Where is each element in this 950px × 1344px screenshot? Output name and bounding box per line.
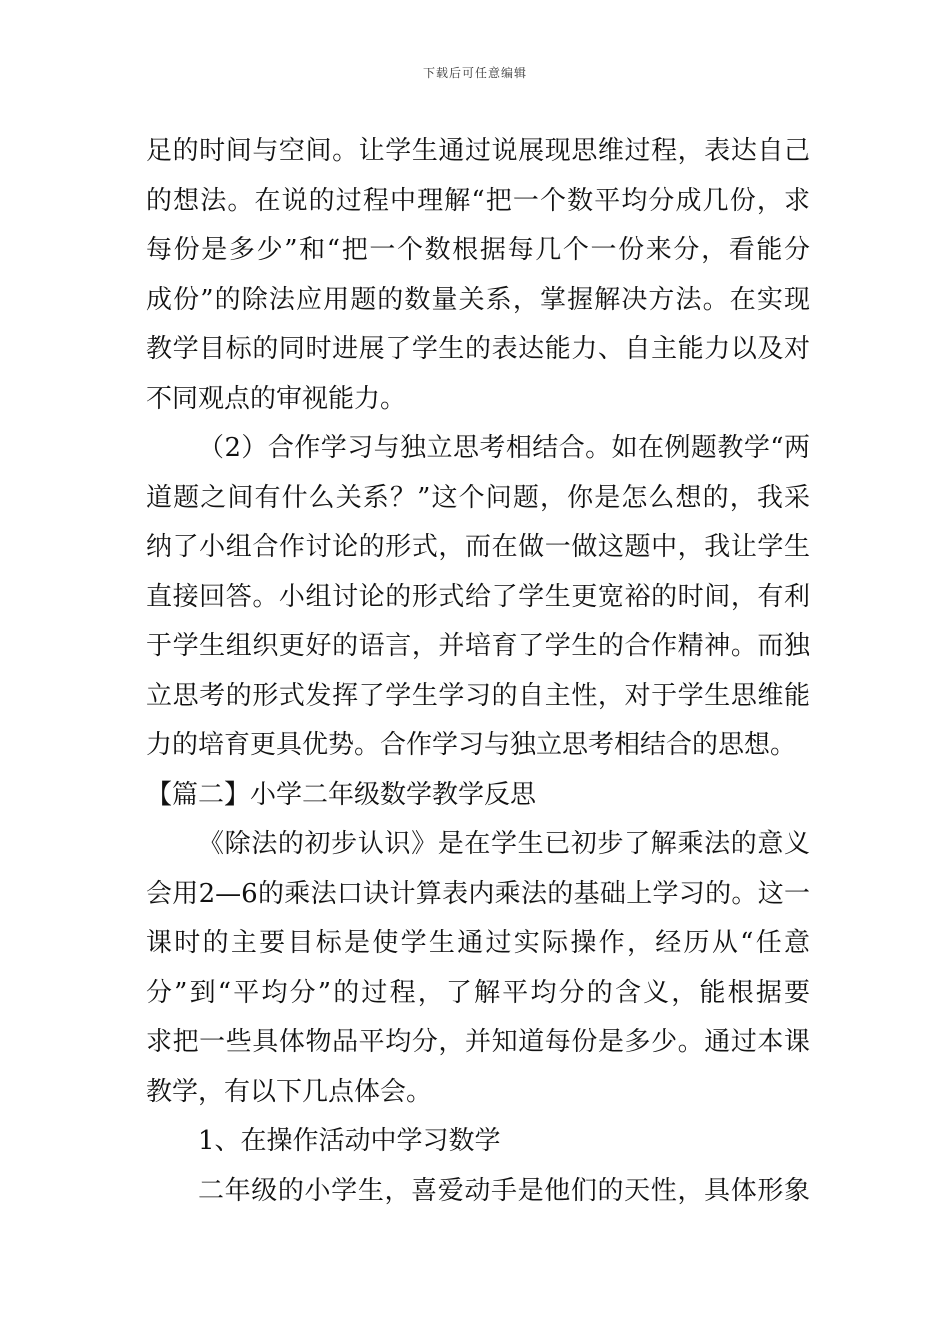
text-line: 直接回答。小组讨论的形式给了学生更宽裕的时间，有利 xyxy=(146,581,810,612)
text-line: 立思考的形式发挥了学生学习的自主性，对于学生思维能 xyxy=(146,680,810,711)
text-line: 求把一些具体物品平均分，并知道每份是多少。通过本课 xyxy=(146,1027,810,1057)
paragraph-start-line: （2）合作学习与独立思考相结合。如在例题教学“两 xyxy=(198,433,810,463)
text-line: 足的时间与空间。让学生通过说展现思维过程，表达自己 xyxy=(146,136,810,166)
text-line: 不同观点的审视能力。 xyxy=(146,383,407,414)
document-body xyxy=(146,127,810,1216)
paragraph-start-line: 《除法的初步认识》是在学生已初步了解乘法的意义 xyxy=(198,829,810,859)
page-header: 下载后可任意编辑 xyxy=(422,66,527,80)
text-line: 于学生组织更好的语言，并培育了学生的合作精神。而独 xyxy=(146,631,810,661)
text-line: 成份”的除法应用题的数量关系，掌握解决方法。在实现 xyxy=(146,284,810,315)
subheading-line: 1、在操作活动中学习数学 xyxy=(198,1126,501,1156)
section-heading: 【篇二】小学二年级数学教学反思 xyxy=(146,779,537,810)
text-line: 力的培育更具优势。合作学习与独立思考相结合的思想。 xyxy=(146,730,797,760)
paragraph-start-line: 二年级的小学生，喜爱动手是他们的天性，具体形象 xyxy=(198,1175,810,1206)
text-line: 的想法。在说的过程中理解“把一个数平均分成几份，求 xyxy=(146,185,810,216)
text-line: 教学目标的同时进展了学生的表达能力、自主能力以及对 xyxy=(146,334,810,364)
text-line: 教学，有以下几点体会。 xyxy=(146,1076,433,1107)
text-line: 课时的主要目标是使学生通过实际操作，经历从“任意 xyxy=(146,928,810,958)
text-line: 会用2—6的乘法口诀计算表内乘法的基础上学习的。这一 xyxy=(146,878,810,909)
text-line: 道题之间有什么关系？”这个问题，你是怎么想的，我采 xyxy=(146,482,810,513)
text-line: 纳了小组合作讨论的形式，而在做一做这题中，我让学生 xyxy=(146,532,810,562)
text-line: 每份是多少”和“把一个数根据每几个一份来分，看能分 xyxy=(146,235,810,265)
text-line: 分”到“平均分”的过程，了解平均分的含义，能根据要 xyxy=(146,977,810,1008)
